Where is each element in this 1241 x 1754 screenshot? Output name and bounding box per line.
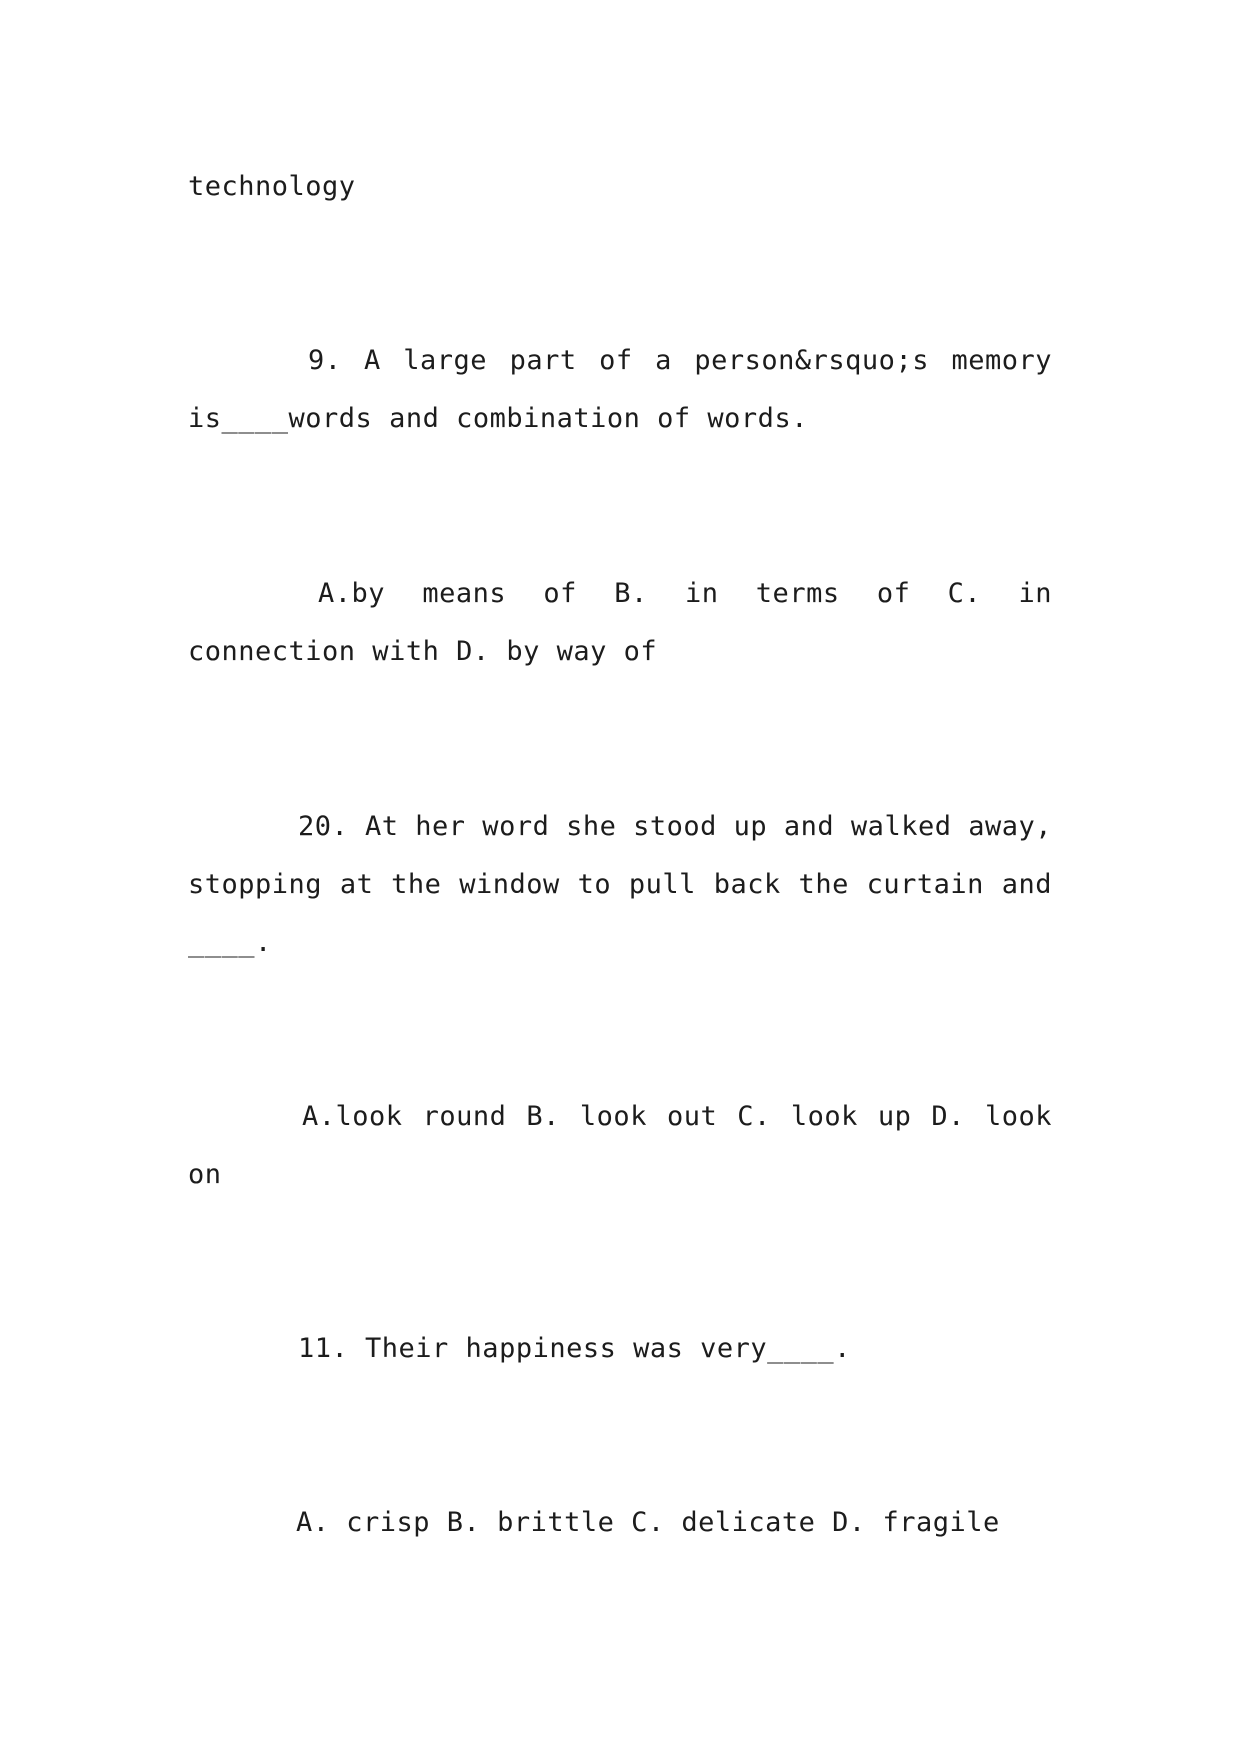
question-9-options <box>188 565 1052 681</box>
question-9-options-line-1: A.by means of B. in terms of C. in <box>318 578 1052 609</box>
question-11 <box>188 1320 1052 1378</box>
question-20-line-2: stopping at the window to pull back the curtain and <box>188 869 1052 900</box>
question-9 <box>188 332 1052 448</box>
question-20 <box>188 798 1052 972</box>
question-11-options <box>188 1494 1052 1552</box>
question-20-line-1: 20. At her word she stood up and walked away, <box>298 811 1052 842</box>
question-20-options <box>188 1088 1052 1204</box>
text-line: technology <box>188 171 356 202</box>
question-9-line-2: is____words and combination of words. <box>188 403 808 434</box>
question-20-options-line-1: A.look round B. look out C. look up D. look <box>302 1101 1052 1132</box>
question-20-options-line-2: on <box>188 1159 222 1190</box>
question-20-line-3: ____. <box>188 927 272 958</box>
question-9-options-line-2: connection with D. by way of <box>188 636 658 667</box>
question-11-options-line-1: A. crisp B. brittle C. delicate D. fragile <box>296 1507 1000 1538</box>
question-9-line-1: 9. A large part of a person&rsquo;s memory <box>308 345 1052 376</box>
paragraph-technology <box>188 158 1052 216</box>
question-11-line-1: 11. Their happiness was very____. <box>298 1333 851 1364</box>
